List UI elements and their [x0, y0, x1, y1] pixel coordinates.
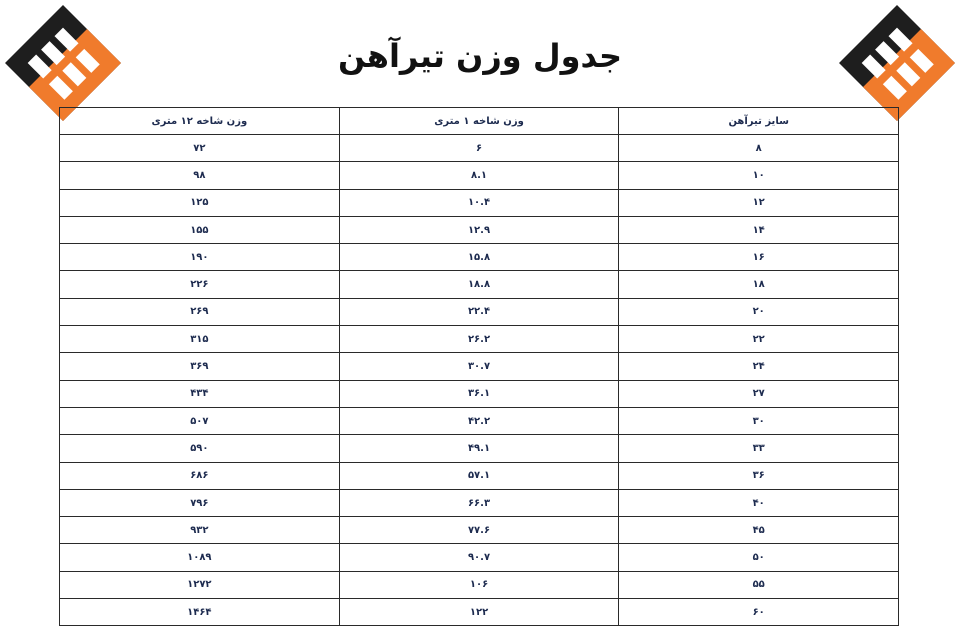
table-row [60, 271, 899, 298]
cell-weight-12m: ۲۲۶ [60, 271, 340, 298]
cell-weight-1m: ۶۶.۳ [339, 489, 619, 516]
cell-weight-1m: ۷۷.۶ [339, 517, 619, 544]
table-row [60, 298, 899, 325]
cell-weight-12m: ۷۹۶ [60, 489, 340, 516]
cell-weight-12m: ۶۸۶ [60, 462, 340, 489]
table-row [60, 544, 899, 571]
beam-weight-table [59, 107, 899, 626]
header-weight-1m: وزن شاخه ۱ متری [339, 108, 619, 135]
table-row [60, 380, 899, 407]
cell-weight-12m: ۱۹۰ [60, 244, 340, 271]
cell-beam-size: ۱۲ [619, 189, 899, 216]
cell-beam-size: ۱۴ [619, 216, 899, 243]
cell-weight-1m: ۶ [339, 135, 619, 162]
cell-weight-12m: ۱۲۷۲ [60, 571, 340, 598]
cell-weight-1m: ۵۷.۱ [339, 462, 619, 489]
cell-beam-size: ۱۰ [619, 162, 899, 189]
cell-beam-size: ۳۰ [619, 407, 899, 434]
cell-beam-size: ۲۲ [619, 326, 899, 353]
cell-beam-size: ۵۰ [619, 544, 899, 571]
cell-weight-12m: ۹۸ [60, 162, 340, 189]
cell-weight-1m: ۸.۱ [339, 162, 619, 189]
cell-beam-size: ۱۸ [619, 271, 899, 298]
cell-weight-12m: ۳۱۵ [60, 326, 340, 353]
cell-weight-1m: ۴۹.۱ [339, 435, 619, 462]
cell-beam-size: ۶۰ [619, 599, 899, 626]
cell-weight-12m: ۲۶۹ [60, 298, 340, 325]
table-body [60, 135, 899, 626]
cell-weight-1m: ۳۰.۷ [339, 353, 619, 380]
header-weight-12m: وزن شاخه ۱۲ متری [60, 108, 340, 135]
cell-weight-12m: ۴۳۴ [60, 380, 340, 407]
cell-beam-size: ۲۷ [619, 380, 899, 407]
cell-weight-1m: ۱۵.۸ [339, 244, 619, 271]
cell-weight-12m: ۱۰۸۹ [60, 544, 340, 571]
cell-weight-12m: ۱۴۶۴ [60, 599, 340, 626]
table-row [60, 216, 899, 243]
weight-table-container [59, 107, 899, 626]
cell-beam-size: ۴۰ [619, 489, 899, 516]
cell-weight-1m: ۹۰.۷ [339, 544, 619, 571]
table-row [60, 162, 899, 189]
cell-beam-size: ۲۰ [619, 298, 899, 325]
cell-weight-12m: ۹۳۲ [60, 517, 340, 544]
cell-beam-size: ۱۶ [619, 244, 899, 271]
cell-weight-12m: ۵۰۷ [60, 407, 340, 434]
cell-weight-12m: ۱۲۵ [60, 189, 340, 216]
cell-beam-size: ۳۳ [619, 435, 899, 462]
cell-weight-1m: ۳۶.۱ [339, 380, 619, 407]
cell-weight-1m: ۱۰.۴ [339, 189, 619, 216]
table-header-row [60, 108, 899, 135]
header-beam-size: سایز تیرآهن [619, 108, 899, 135]
cell-weight-12m: ۱۵۵ [60, 216, 340, 243]
table-row [60, 435, 899, 462]
cell-weight-1m: ۱۸.۸ [339, 271, 619, 298]
table-row [60, 599, 899, 626]
table-row [60, 462, 899, 489]
table-row [60, 353, 899, 380]
cell-weight-1m: ۱۲.۹ [339, 216, 619, 243]
cell-weight-1m: ۲۶.۲ [339, 326, 619, 353]
cell-beam-size: ۸ [619, 135, 899, 162]
cell-weight-1m: ۲۲.۴ [339, 298, 619, 325]
cell-weight-12m: ۳۶۹ [60, 353, 340, 380]
table-row [60, 517, 899, 544]
cell-weight-12m: ۵۹۰ [60, 435, 340, 462]
cell-weight-1m: ۱۲۲ [339, 599, 619, 626]
cell-weight-1m: ۱۰۶ [339, 571, 619, 598]
cell-weight-12m: ۷۲ [60, 135, 340, 162]
table-row [60, 407, 899, 434]
table-row [60, 244, 899, 271]
table-row [60, 189, 899, 216]
cell-beam-size: ۴۵ [619, 517, 899, 544]
table-row [60, 489, 899, 516]
table-row [60, 571, 899, 598]
cell-beam-size: ۵۵ [619, 571, 899, 598]
table-row [60, 326, 899, 353]
cell-weight-1m: ۴۲.۲ [339, 407, 619, 434]
cell-beam-size: ۲۴ [619, 353, 899, 380]
page-title: جدول وزن تیرآهن [337, 37, 623, 75]
table-row [60, 135, 899, 162]
cell-beam-size: ۳۶ [619, 462, 899, 489]
